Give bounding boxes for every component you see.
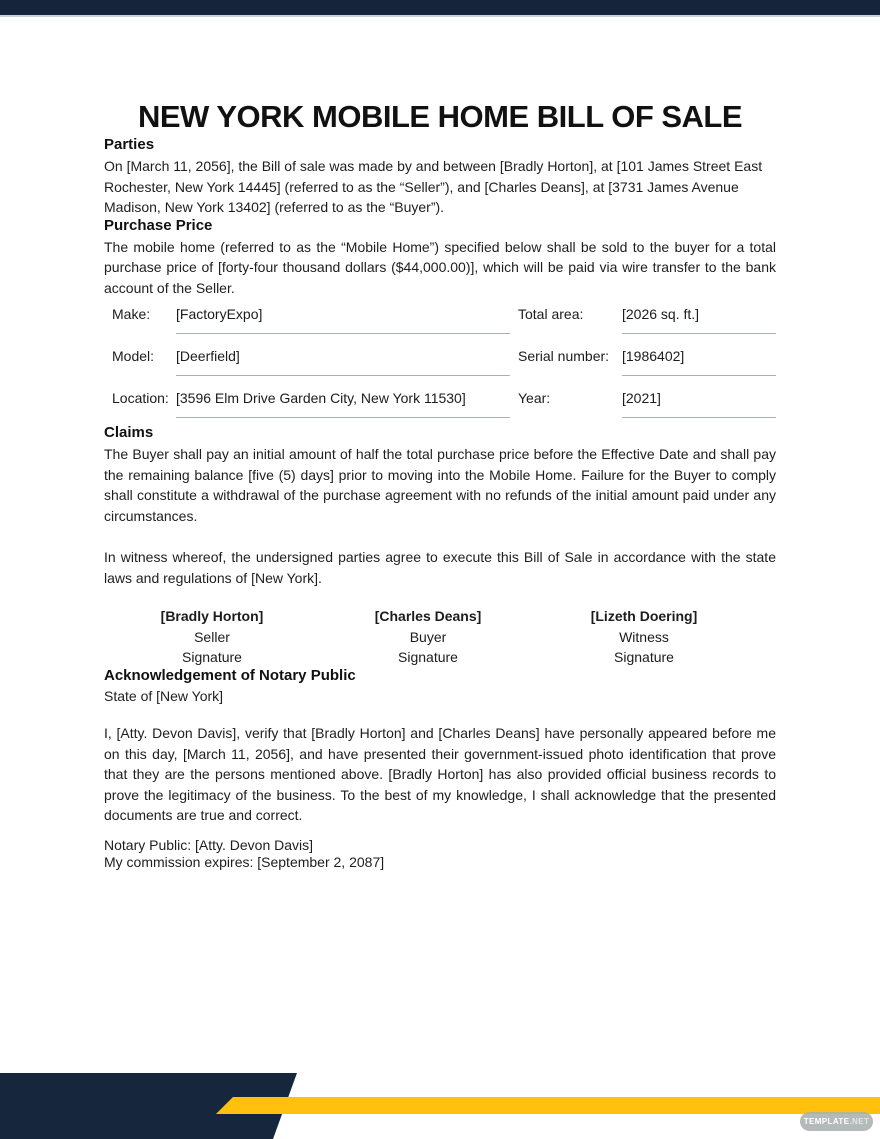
detail-value-year: [2021] (622, 383, 776, 418)
signature-role-buyer: Buyer (409, 628, 447, 645)
watermark-tld: .NET (849, 1117, 870, 1126)
notary-public-line: Notary Public: [Atty. Devon Davis] (104, 836, 314, 853)
signature-role-witness: Witness (619, 628, 669, 645)
signature-role-seller: Seller (194, 628, 230, 645)
detail-value-total-area: [2026 sq. ft.] (622, 299, 776, 334)
purchase-price-paragraph: The mobile home (referred to as the “Mobile Home”) specified below shall be sold to the buyer for a total purchase price of [forty-four thousand dollars ($44,000.00)], which will be paid via wire transfer to the bank account of the Seller. (104, 238, 776, 296)
detail-value-serial-number: [1986402] (622, 341, 776, 376)
parties-paragraph: On [March 11, 2056], the Bill of sale was made by and between [Bradly Horton], at [101 James Street East Rochester, New York 14445] (referred to as the “Seller”), and [Charles Deans], at [3731 James Avenue Madison, New York 13402] (referred to as the “Buyer”). (104, 158, 763, 215)
section-heading-notary: Acknowledgement of Notary Public (104, 666, 356, 684)
detail-value-model: [Deerfield] (176, 341, 510, 376)
signature-blocks (104, 606, 752, 668)
notary-public-and-commission-lines (104, 837, 776, 872)
detail-label-location: Location: (112, 390, 169, 406)
notary-paragraph: I, [Atty. Devon Davis], verify that [Bradly Horton] and [Charles Deans] have personally appeared before me on this day, [March 11, 2056], and have presented their government-issued photo identification that prove that they are the persons mentioned above. [Bradly Horton] has also provided official business records to prove the legitimacy of the business. To the best of my knowledge, I shall acknowledge that the presented documents are true and correct. (104, 725, 776, 823)
commission-expires-line: My commission expires: [September 2, 2087] (104, 854, 385, 870)
detail-label-serial-number: Serial number: (518, 348, 610, 364)
detail-label-year: Year: (518, 390, 551, 406)
document-page (104, 0, 776, 872)
details-row-model (104, 341, 776, 383)
detail-label-model: Model: (112, 348, 155, 364)
signature-block-buyer (320, 606, 536, 668)
detail-label-total-area: Total area: (518, 306, 584, 322)
signature-block-seller (104, 606, 320, 668)
document-title: NEW YORK MOBILE HOME BILL OF SALE (137, 99, 743, 134)
section-heading-claims: Claims (104, 424, 154, 441)
details-row-make (104, 299, 776, 341)
signature-name-buyer: [Charles Deans] (374, 608, 482, 624)
mobile-home-details-table (104, 299, 776, 425)
templatenet-watermark-badge[interactable] (800, 1112, 873, 1131)
signature-line-label-buyer: Signature (398, 649, 458, 665)
signature-line-label-witness: Signature (614, 649, 674, 665)
signature-block-witness (536, 606, 752, 668)
detail-label-make: Make: (112, 306, 151, 322)
section-heading-purchase-price: Purchase Price (104, 216, 213, 234)
watermark-name: TEMPLATE (803, 1117, 850, 1126)
signature-name-seller: [Bradly Horton] (160, 608, 264, 624)
detail-value-make: [FactoryExpo] (176, 299, 510, 334)
signature-line-label-seller: Signature (182, 649, 242, 665)
claims-paragraph: The Buyer shall pay an initial amount of half the total purchase price before the Effective Date and shall pay the remaining balance [five (5) days] prior to moving into the Mobile Home. Failure for the Buyer to comply shall constitute a withdrawal of the purchase agreement with no refunds of the initial amount paid under any circumstances. (104, 446, 776, 524)
section-heading-parties: Parties (104, 136, 155, 153)
details-row-location (104, 383, 776, 425)
detail-value-location: [3596 Elm Drive Garden City, New York 11530] (176, 383, 510, 418)
witness-clause-paragraph: In witness whereof, the undersigned parties agree to execute this Bill of Sale in accordance with the state laws and regulations of [New York]. (104, 549, 776, 586)
footer-yellow-ribbon (216, 1097, 880, 1114)
signature-name-witness: [Lizeth Doering] (590, 608, 698, 624)
notary-state-line: State of [New York] (104, 687, 224, 704)
